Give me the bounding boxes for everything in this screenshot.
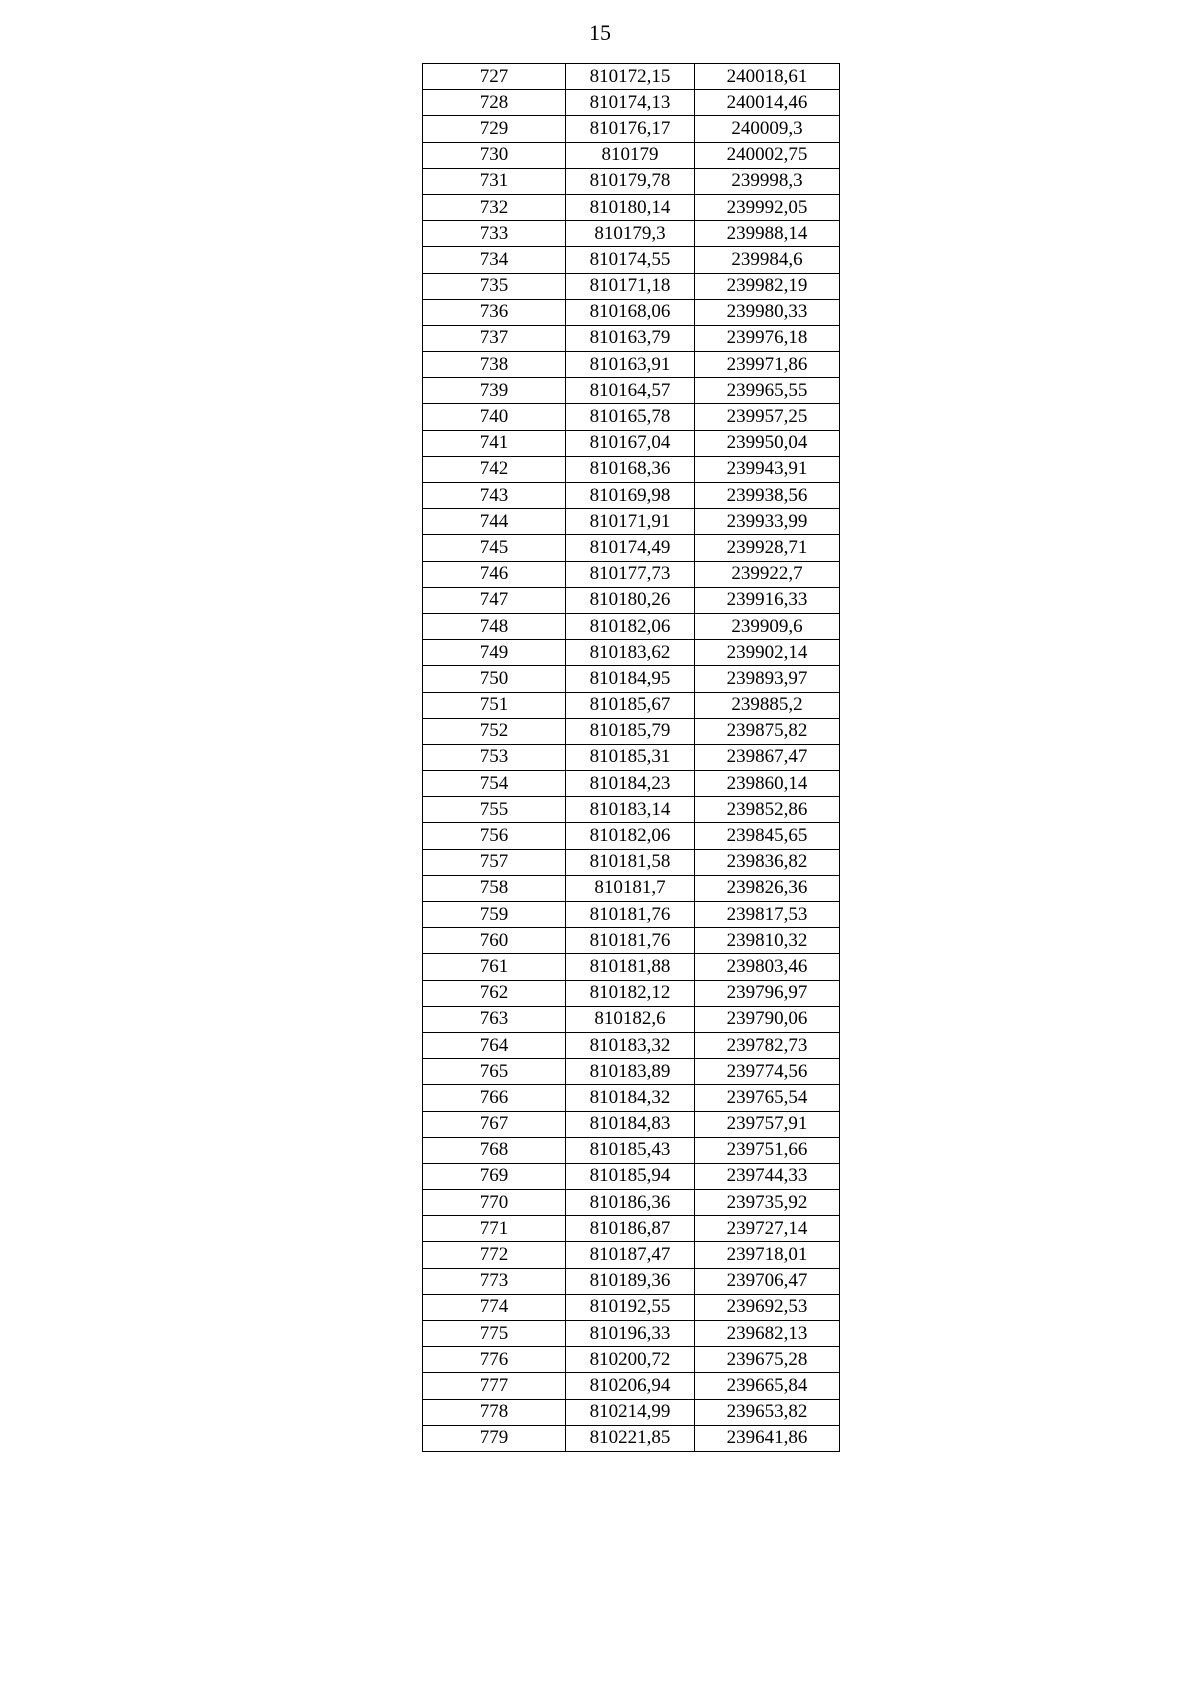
page-number: 15	[589, 20, 611, 45]
y-coordinate-cell: 239992,05	[695, 194, 840, 220]
point-number-cell: 743	[423, 483, 566, 509]
point-number-cell: 778	[423, 1399, 566, 1425]
point-number-cell: 765	[423, 1059, 566, 1085]
table-row	[423, 1137, 840, 1163]
y-coordinate-cell: 239922,7	[695, 561, 840, 587]
coordinates-table	[422, 63, 840, 1452]
y-coordinate-cell: 239682,13	[695, 1321, 840, 1347]
table-row	[423, 797, 840, 823]
y-coordinate-cell: 239774,56	[695, 1059, 840, 1085]
x-coordinate-cell: 810187,47	[566, 1242, 695, 1268]
x-coordinate-cell: 810163,79	[566, 325, 695, 351]
point-number-cell: 760	[423, 928, 566, 954]
point-number-cell: 736	[423, 299, 566, 325]
x-coordinate-cell: 810174,13	[566, 90, 695, 116]
table-row	[423, 430, 840, 456]
point-number-cell: 745	[423, 535, 566, 561]
point-number-cell: 751	[423, 692, 566, 718]
point-number-cell: 746	[423, 561, 566, 587]
table-row	[423, 116, 840, 142]
table-row	[423, 352, 840, 378]
table-row	[423, 640, 840, 666]
table-row	[423, 299, 840, 325]
y-coordinate-cell: 239860,14	[695, 771, 840, 797]
point-number-cell: 735	[423, 273, 566, 299]
x-coordinate-cell: 810181,76	[566, 902, 695, 928]
x-coordinate-cell: 810180,14	[566, 194, 695, 220]
y-coordinate-cell: 239998,3	[695, 168, 840, 194]
table-row	[423, 928, 840, 954]
table-row	[423, 718, 840, 744]
x-coordinate-cell: 810174,49	[566, 535, 695, 561]
x-coordinate-cell: 810192,55	[566, 1294, 695, 1320]
x-coordinate-cell: 810185,94	[566, 1163, 695, 1189]
x-coordinate-cell: 810182,6	[566, 1006, 695, 1032]
point-number-cell: 752	[423, 718, 566, 744]
table-row	[423, 1321, 840, 1347]
y-coordinate-cell: 239727,14	[695, 1216, 840, 1242]
y-coordinate-cell: 239765,54	[695, 1085, 840, 1111]
table-row	[423, 1425, 840, 1451]
point-number-cell: 769	[423, 1163, 566, 1189]
point-number-cell: 763	[423, 1006, 566, 1032]
point-number-cell: 777	[423, 1373, 566, 1399]
x-coordinate-cell: 810181,88	[566, 954, 695, 980]
point-number-cell: 741	[423, 430, 566, 456]
x-coordinate-cell: 810184,23	[566, 771, 695, 797]
point-number-cell: 762	[423, 980, 566, 1006]
table-row	[423, 483, 840, 509]
x-coordinate-cell: 810169,98	[566, 483, 695, 509]
table-row	[423, 666, 840, 692]
point-number-cell: 731	[423, 168, 566, 194]
y-coordinate-cell: 239735,92	[695, 1190, 840, 1216]
x-coordinate-cell: 810181,7	[566, 875, 695, 901]
x-coordinate-cell: 810171,18	[566, 273, 695, 299]
table-row	[423, 1399, 840, 1425]
y-coordinate-cell: 239909,6	[695, 613, 840, 639]
y-coordinate-cell: 239943,91	[695, 456, 840, 482]
point-number-cell: 754	[423, 771, 566, 797]
x-coordinate-cell: 810183,14	[566, 797, 695, 823]
y-coordinate-cell: 239845,65	[695, 823, 840, 849]
point-number-cell: 738	[423, 352, 566, 378]
y-coordinate-cell: 239641,86	[695, 1425, 840, 1451]
table-row	[423, 194, 840, 220]
table-row	[423, 771, 840, 797]
y-coordinate-cell: 239984,6	[695, 247, 840, 273]
y-coordinate-cell: 239957,25	[695, 404, 840, 430]
point-number-cell: 730	[423, 142, 566, 168]
point-number-cell: 742	[423, 456, 566, 482]
x-coordinate-cell: 810177,73	[566, 561, 695, 587]
point-number-cell: 775	[423, 1321, 566, 1347]
table-row	[423, 849, 840, 875]
point-number-cell: 748	[423, 613, 566, 639]
point-number-cell: 740	[423, 404, 566, 430]
y-coordinate-cell: 239718,01	[695, 1242, 840, 1268]
point-number-cell: 753	[423, 744, 566, 770]
y-coordinate-cell: 240014,46	[695, 90, 840, 116]
x-coordinate-cell: 810185,79	[566, 718, 695, 744]
y-coordinate-cell: 239928,71	[695, 535, 840, 561]
point-number-cell: 756	[423, 823, 566, 849]
point-number-cell: 770	[423, 1190, 566, 1216]
point-number-cell: 737	[423, 325, 566, 351]
y-coordinate-cell: 239796,97	[695, 980, 840, 1006]
x-coordinate-cell: 810167,04	[566, 430, 695, 456]
y-coordinate-cell: 240018,61	[695, 64, 840, 90]
table-row	[423, 744, 840, 770]
y-coordinate-cell: 239810,32	[695, 928, 840, 954]
point-number-cell: 761	[423, 954, 566, 980]
table-row	[423, 1216, 840, 1242]
y-coordinate-cell: 239692,53	[695, 1294, 840, 1320]
x-coordinate-cell: 810185,31	[566, 744, 695, 770]
x-coordinate-cell: 810214,99	[566, 1399, 695, 1425]
x-coordinate-cell: 810189,36	[566, 1268, 695, 1294]
x-coordinate-cell: 810182,12	[566, 980, 695, 1006]
table-row	[423, 1347, 840, 1373]
table-row	[423, 456, 840, 482]
y-coordinate-cell: 239852,86	[695, 797, 840, 823]
y-coordinate-cell: 239744,33	[695, 1163, 840, 1189]
table-row	[423, 980, 840, 1006]
point-number-cell: 727	[423, 64, 566, 90]
point-number-cell: 764	[423, 1032, 566, 1058]
table-row	[423, 404, 840, 430]
y-coordinate-cell: 239938,56	[695, 483, 840, 509]
table-row	[423, 142, 840, 168]
y-coordinate-cell: 239950,04	[695, 430, 840, 456]
x-coordinate-cell: 810165,78	[566, 404, 695, 430]
y-coordinate-cell: 239817,53	[695, 902, 840, 928]
table-row	[423, 64, 840, 90]
y-coordinate-cell: 239980,33	[695, 299, 840, 325]
y-coordinate-cell: 239803,46	[695, 954, 840, 980]
x-coordinate-cell: 810181,76	[566, 928, 695, 954]
point-number-cell: 776	[423, 1347, 566, 1373]
point-number-cell: 733	[423, 221, 566, 247]
x-coordinate-cell: 810168,06	[566, 299, 695, 325]
table-row	[423, 1111, 840, 1137]
x-coordinate-cell: 810184,32	[566, 1085, 695, 1111]
point-number-cell: 774	[423, 1294, 566, 1320]
y-coordinate-cell: 239988,14	[695, 221, 840, 247]
point-number-cell: 750	[423, 666, 566, 692]
x-coordinate-cell: 810185,67	[566, 692, 695, 718]
table-row	[423, 902, 840, 928]
y-coordinate-cell: 239893,97	[695, 666, 840, 692]
table-row	[423, 954, 840, 980]
x-coordinate-cell: 810179,78	[566, 168, 695, 194]
x-coordinate-cell: 810186,36	[566, 1190, 695, 1216]
y-coordinate-cell: 239757,91	[695, 1111, 840, 1137]
point-number-cell: 758	[423, 875, 566, 901]
table-row	[423, 587, 840, 613]
y-coordinate-cell: 239675,28	[695, 1347, 840, 1373]
y-coordinate-cell: 239982,19	[695, 273, 840, 299]
table-row	[423, 1163, 840, 1189]
point-number-cell: 728	[423, 90, 566, 116]
x-coordinate-cell: 810164,57	[566, 378, 695, 404]
y-coordinate-cell: 240009,3	[695, 116, 840, 142]
x-coordinate-cell: 810185,43	[566, 1137, 695, 1163]
point-number-cell: 771	[423, 1216, 566, 1242]
point-number-cell: 773	[423, 1268, 566, 1294]
table-row	[423, 325, 840, 351]
x-coordinate-cell: 810181,58	[566, 849, 695, 875]
y-coordinate-cell: 239971,86	[695, 352, 840, 378]
x-coordinate-cell: 810179,3	[566, 221, 695, 247]
x-coordinate-cell: 810206,94	[566, 1373, 695, 1399]
y-coordinate-cell: 239933,99	[695, 509, 840, 535]
x-coordinate-cell: 810200,72	[566, 1347, 695, 1373]
x-coordinate-cell: 810183,62	[566, 640, 695, 666]
point-number-cell: 757	[423, 849, 566, 875]
table-row	[423, 1242, 840, 1268]
x-coordinate-cell: 810179	[566, 142, 695, 168]
table-row	[423, 535, 840, 561]
table-row	[423, 221, 840, 247]
point-number-cell: 768	[423, 1137, 566, 1163]
point-number-cell: 732	[423, 194, 566, 220]
table-row	[423, 509, 840, 535]
x-coordinate-cell: 810186,87	[566, 1216, 695, 1242]
x-coordinate-cell: 810196,33	[566, 1321, 695, 1347]
x-coordinate-cell: 810174,55	[566, 247, 695, 273]
table-row	[423, 561, 840, 587]
table-row	[423, 1268, 840, 1294]
y-coordinate-cell: 239653,82	[695, 1399, 840, 1425]
point-number-cell: 766	[423, 1085, 566, 1111]
point-number-cell: 755	[423, 797, 566, 823]
point-number-cell: 759	[423, 902, 566, 928]
table-row	[423, 168, 840, 194]
x-coordinate-cell: 810163,91	[566, 352, 695, 378]
table-row	[423, 90, 840, 116]
point-number-cell: 729	[423, 116, 566, 142]
x-coordinate-cell: 810182,06	[566, 613, 695, 639]
table-row	[423, 1190, 840, 1216]
x-coordinate-cell: 810184,83	[566, 1111, 695, 1137]
point-number-cell: 779	[423, 1425, 566, 1451]
point-number-cell: 767	[423, 1111, 566, 1137]
point-number-cell: 734	[423, 247, 566, 273]
table-row	[423, 378, 840, 404]
y-coordinate-cell: 239706,47	[695, 1268, 840, 1294]
x-coordinate-cell: 810171,91	[566, 509, 695, 535]
y-coordinate-cell: 239965,55	[695, 378, 840, 404]
y-coordinate-cell: 239751,66	[695, 1137, 840, 1163]
x-coordinate-cell: 810168,36	[566, 456, 695, 482]
point-number-cell: 772	[423, 1242, 566, 1268]
table-row	[423, 613, 840, 639]
table-row	[423, 1373, 840, 1399]
point-number-cell: 747	[423, 587, 566, 613]
y-coordinate-cell: 239867,47	[695, 744, 840, 770]
y-coordinate-cell: 239885,2	[695, 692, 840, 718]
point-number-cell: 744	[423, 509, 566, 535]
y-coordinate-cell: 239790,06	[695, 1006, 840, 1032]
table-row	[423, 247, 840, 273]
x-coordinate-cell: 810184,95	[566, 666, 695, 692]
table-row	[423, 823, 840, 849]
table-row	[423, 1032, 840, 1058]
y-coordinate-cell: 239976,18	[695, 325, 840, 351]
x-coordinate-cell: 810172,15	[566, 64, 695, 90]
table-row	[423, 1059, 840, 1085]
table-row	[423, 875, 840, 901]
point-number-cell: 739	[423, 378, 566, 404]
x-coordinate-cell: 810176,17	[566, 116, 695, 142]
table-row	[423, 273, 840, 299]
x-coordinate-cell: 810221,85	[566, 1425, 695, 1451]
x-coordinate-cell: 810180,26	[566, 587, 695, 613]
table-row	[423, 1006, 840, 1032]
table-row	[423, 1294, 840, 1320]
table-row	[423, 692, 840, 718]
y-coordinate-cell: 239826,36	[695, 875, 840, 901]
coordinates-table-body	[423, 64, 840, 1452]
y-coordinate-cell: 239665,84	[695, 1373, 840, 1399]
x-coordinate-cell: 810183,89	[566, 1059, 695, 1085]
x-coordinate-cell: 810183,32	[566, 1032, 695, 1058]
y-coordinate-cell: 239782,73	[695, 1032, 840, 1058]
y-coordinate-cell: 239875,82	[695, 718, 840, 744]
x-coordinate-cell: 810182,06	[566, 823, 695, 849]
table-row	[423, 1085, 840, 1111]
y-coordinate-cell: 239902,14	[695, 640, 840, 666]
y-coordinate-cell: 239836,82	[695, 849, 840, 875]
point-number-cell: 749	[423, 640, 566, 666]
y-coordinate-cell: 240002,75	[695, 142, 840, 168]
y-coordinate-cell: 239916,33	[695, 587, 840, 613]
